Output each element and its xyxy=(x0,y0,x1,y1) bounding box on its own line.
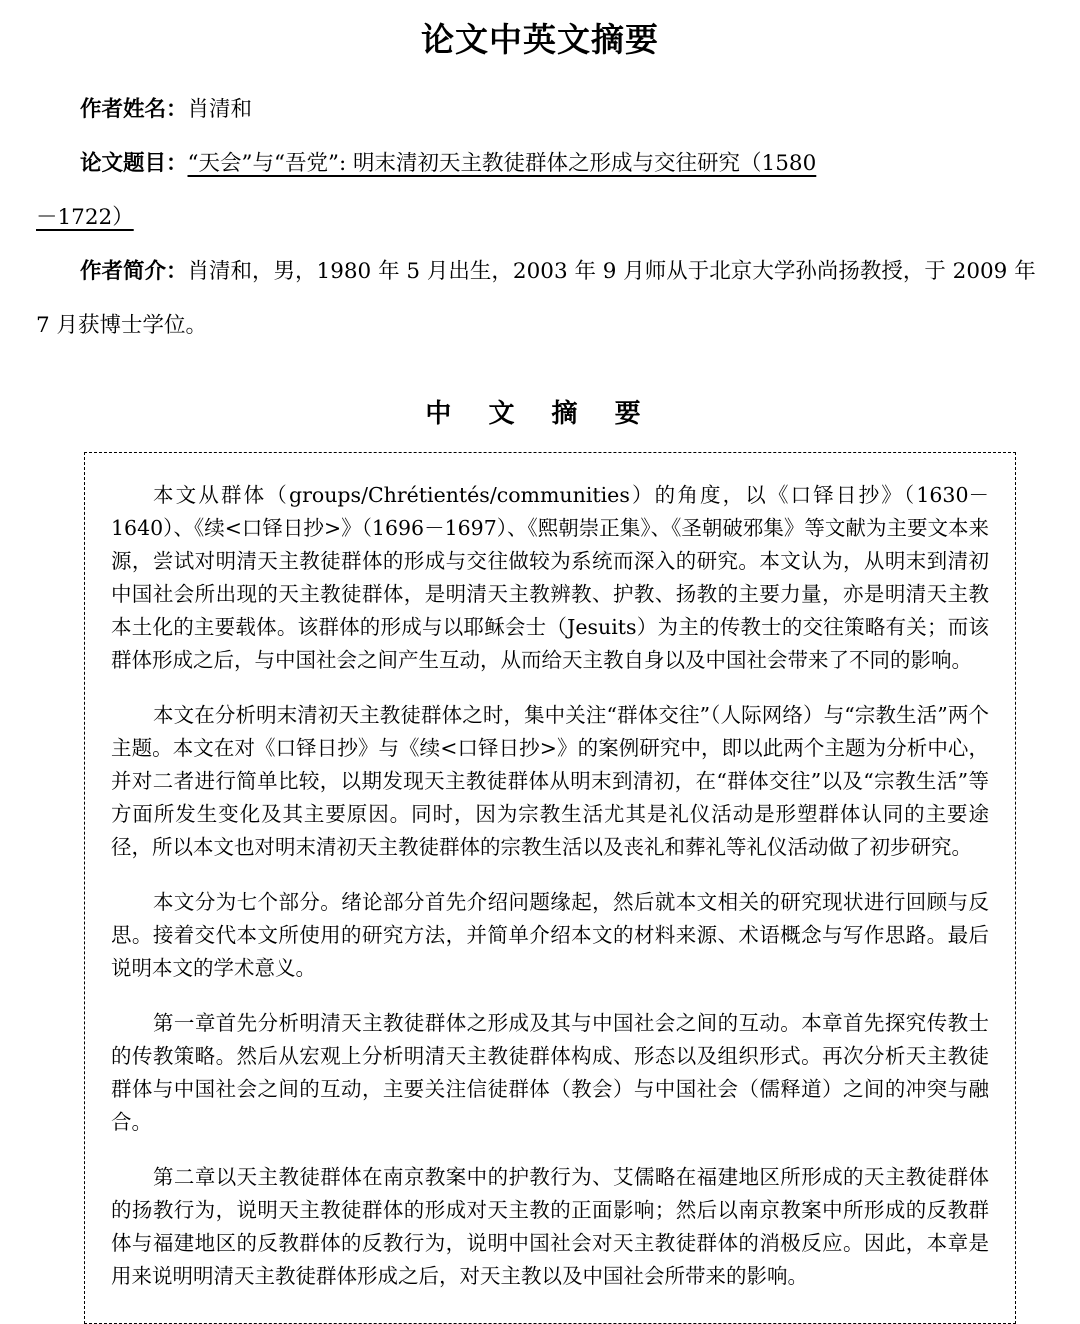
section-heading-chinese-abstract: 中 文 摘 要 xyxy=(425,399,655,429)
abstract-paragraph: 第一章首先分析明清天主教徒群体之形成及其与中国社会之间的互动。本章首先探究传教士的传教策略。然后从宏观上分析明清天主教徒群体构成、形态以及组织形式。再次分析天主教徒群体与中国社会之间的互动，主要关注信徒群体（教会）与中国社会（儒释道）之间的冲突与融合。 xyxy=(111,1011,989,1134)
abstract-paragraph: 本文分为七个部分。绪论部分首先介绍问题缘起，然后就本文相关的研究现状进行回顾与反思。接着交代本文所使用的研究方法，并简单介绍本文的材料来源、术语概念与写作思路。最后说明本文的学术意义。 xyxy=(111,890,989,980)
author-line xyxy=(36,83,1044,137)
abstract-body xyxy=(84,452,1016,1324)
thesis-title-value-continued: －1722） xyxy=(36,205,134,230)
author-bio-label: 作者简介： xyxy=(80,259,188,284)
author-bio-value: 肖清和，男，1980 年 5 月出生，2003 年 9 月师从于北京大学孙尚扬教授，于 2009 年 7 月获博士学位。 xyxy=(36,259,1036,338)
page-title: 论文中英文摘要 xyxy=(421,20,659,59)
author-label: 作者姓名： xyxy=(80,97,188,122)
metadata-block xyxy=(36,83,1044,353)
abstract-paragraph: 本文从群体（groups/Chrétientés/communities）的角度，以《口铎日抄》（1630－1640）、《续<口铎日抄>》（1696－1697）、《熙朝崇正集》、《圣朝破邪集》等文献为主要文本来源，尝试对明清天主教徒群体的形成与交往做较为系统而深入的研究。本文认为，从明末到清初中国社会所出现的天主教徒群体，是明清天主教辨教、护教、扬教的主要力量，亦是明清天主教本土化的主要载体。该群体的形成与以耶稣会士（Jesuits）为主的传教士的交往策略有关；而该群体形成之后，与中国社会之间产生互动，从而给天主教自身以及中国社会带来了不同的影响。 xyxy=(111,483,989,672)
author-value: 肖清和 xyxy=(187,97,253,122)
thesis-title-value: “天会”与“吾党”: 明末清初天主教徒群体之形成与交往研究（1580 xyxy=(187,151,817,176)
abstract-paragraph: 本文在分析明末清初天主教徒群体之时，集中关注“群体交往”（人际网络）与“宗教生活”两个主题。本文在对《口铎日抄》与《续<口铎日抄>》的案例研究中，即以此两个主题为分析中心，并对二者进行简单比较，以期发现天主教徒群体从明末到清初，在“群体交往”以及“宗教生活”等方面所发生变化及其主要原因。同时，因为宗教生活尤其是礼仪活动是形塑群体认同的主要途径，所以本文也对明末清初天主教徒群体的宗教生活以及丧礼和葬礼等礼仪活动做了初步研究。 xyxy=(111,703,989,859)
thesis-title-line xyxy=(36,137,1044,191)
thesis-title-line-continued xyxy=(36,191,1044,245)
thesis-title-label: 论文题目： xyxy=(80,151,188,176)
abstract-paragraph: 第二章以天主教徒群体在南京教案中的护教行为、艾儒略在福建地区所形成的天主教徒群体的扬教行为，说明天主教徒群体的形成对天主教的正面影响；然后以南京教案中所形成的反教群体与福建地区的反教群体的反教行为，说明中国社会对天主教徒群体的消极反应。因此，本章是用来说明明清天主教徒群体形成之后，对天主教以及中国社会所带来的影响。 xyxy=(111,1165,989,1288)
author-bio-line xyxy=(36,245,1044,353)
